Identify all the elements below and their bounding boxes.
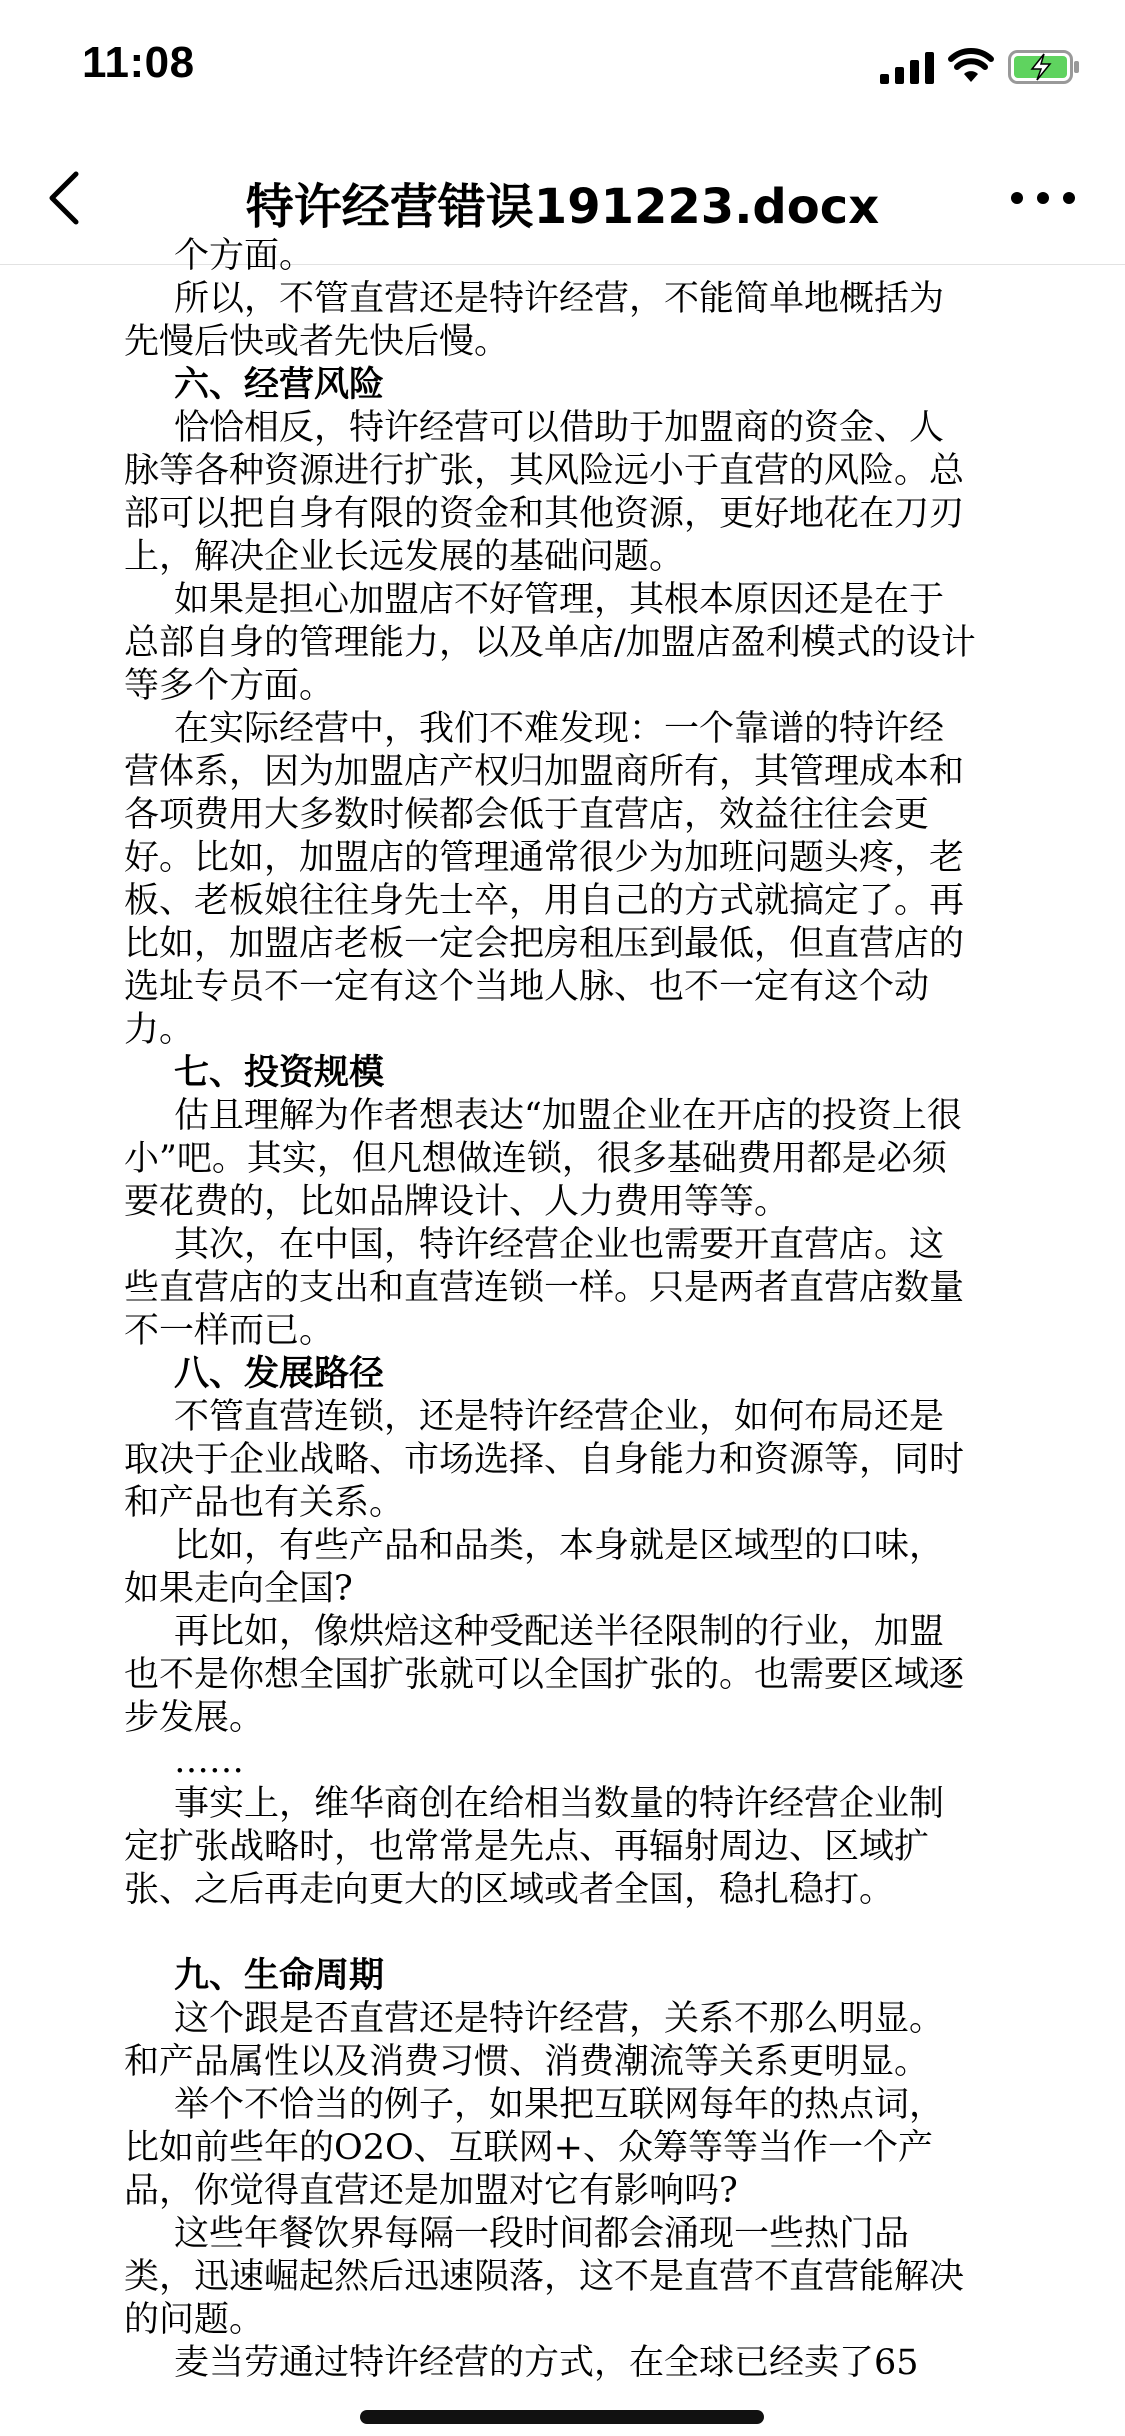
paragraph: 所以，不管直营还是特许经营，不能简单地概括为先慢后快或者先快后慢。 bbox=[124, 279, 945, 362]
paragraph: 恰恰相反，特许经营可以借助于加盟商的资金、人脉等各种资源进行扩张，其风险远小于直营的风险。总部可以把自身有限的资金和其他资源，更好地花在刀刃上，解决企业长远发展的基础问题。 bbox=[124, 408, 965, 577]
paragraph: 不管直营连锁，还是特许经营企业，如何布局还是取决于企业战略、市场选择、自身能力和资源等，同时和产品也有关系。 bbox=[124, 1397, 965, 1523]
section-heading: 八、发展路径 bbox=[174, 1354, 385, 1394]
paragraph: 举个不恰当的例子，如果把互联网每年的热点词，比如前些年的O2O、互联网+、众筹等等当作一个产品，你觉得直营还是加盟对它有影响吗? bbox=[124, 2085, 945, 2211]
paragraph: 再比如，像烘焙这种受配送半径限制的行业，加盟也不是你想全国扩张就可以全国扩张的。也需要区域逐步发展。 bbox=[124, 1612, 965, 1738]
paragraph: 麦当劳通过特许经营的方式，在全球已经卖了65 bbox=[174, 2343, 919, 2383]
paragraph: 如果是担心加盟店不好管理，其根本原因还是在于总部自身的管理能力，以及单店/加盟店盈利模式的设计等多个方面。 bbox=[124, 580, 976, 706]
battery-charging-icon bbox=[1008, 50, 1080, 84]
paragraph: 比如，有些产品和品类，本身就是区域型的口味，如果走向全国? bbox=[124, 1526, 945, 1609]
section-heading: 六、经营风险 bbox=[174, 365, 385, 405]
document-viewport[interactable] bbox=[0, 236, 1125, 2436]
document-body bbox=[124, 235, 976, 2385]
cellular-signal-icon bbox=[880, 52, 934, 84]
paragraph: 在实际经营中，我们不难发现：一个靠谱的特许经营体系，因为加盟店产权归加盟商所有，其管理成本和各项费用大多数时候都会低于直营店，效益往往会更好。比如，加盟店的管理通常很少为加班问题头疼，老板、老板娘往往身先士卒，用自己的方式就搞定了。再比如，加盟店老板一定会把房租压到最低，但直营店的选址专员不一定有这个当地人脉、也不一定有这个动力。 bbox=[124, 709, 965, 1050]
back-chevron-icon[interactable] bbox=[38, 168, 88, 228]
paragraph: 个方面。 bbox=[174, 236, 315, 276]
paragraph: 这些年餐饮界每隔一段时间都会涌现一些热门品类，迅速崛起然后迅速陨落，这不是直营不直营能解决的问题。 bbox=[124, 2214, 965, 2340]
ellipsis-line: …… bbox=[174, 1741, 244, 1781]
status-bar bbox=[0, 0, 1125, 132]
section-heading: 九、生命周期 bbox=[174, 1956, 385, 1996]
paragraph: 事实上，维华商创在给相当数量的特许经营企业制定扩张战略时，也常常是先点、再辐射周边、区域扩张、之后再走向更大的区域或者全国，稳扎稳打。 bbox=[124, 1784, 945, 1910]
paragraph: 这个跟是否直营还是特许经营，关系不那么明显。和产品属性以及消费习惯、消费潮流等关系更明显。 bbox=[124, 1999, 945, 2082]
wifi-icon bbox=[948, 48, 994, 84]
status-time: 11:08 bbox=[82, 38, 195, 87]
more-options-icon[interactable] bbox=[1008, 182, 1078, 214]
document-title: 特许经营错误191223.docx bbox=[245, 179, 880, 235]
section-heading: 七、投资规模 bbox=[174, 1053, 385, 1093]
blank-line bbox=[124, 1912, 976, 1955]
home-indicator[interactable] bbox=[360, 2410, 764, 2424]
paragraph: 估且理解为作者想表达“加盟企业在开店的投资上很小”吧。其实，但凡想做连锁，很多基础费用都是必须要花费的，比如品牌设计、人力费用等等。 bbox=[124, 1096, 962, 1222]
paragraph: 其次，在中国，特许经营企业也需要开直营店。这些直营店的支出和直营连锁一样。只是两者直营店数量不一样而已。 bbox=[124, 1225, 965, 1351]
